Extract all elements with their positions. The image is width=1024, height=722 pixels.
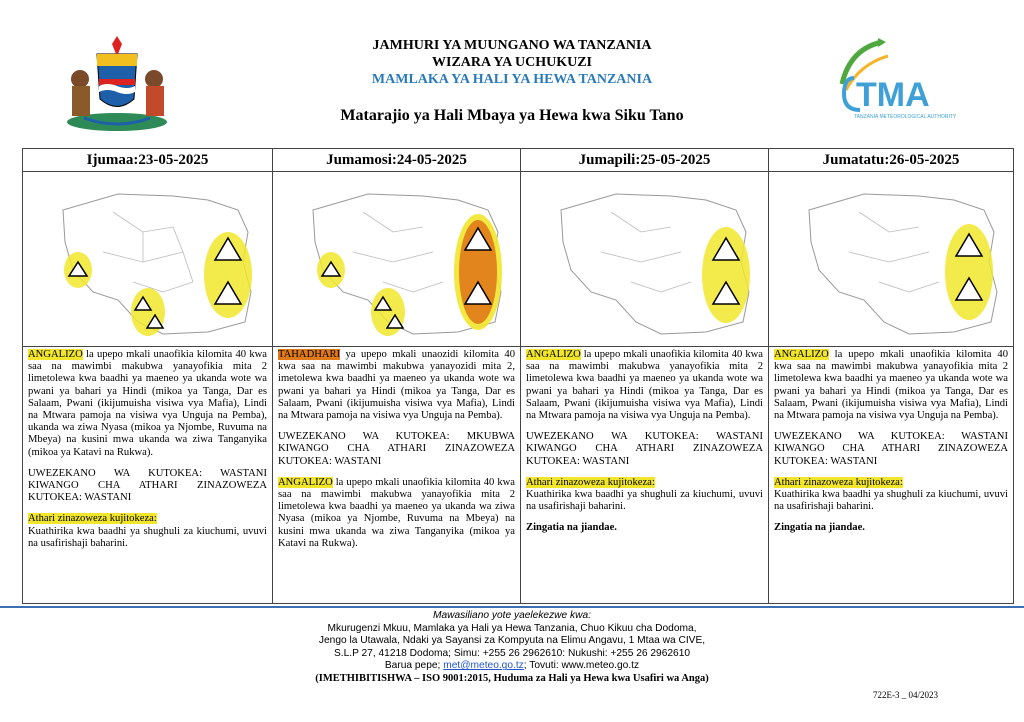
advisory-tag: ANGALIZO xyxy=(526,349,581,360)
tma-logo-subtitle: TANZANIA METEOROLOGICAL AUTHORITY xyxy=(854,114,957,120)
footer-divider xyxy=(0,606,1024,608)
warning-tag: TAHADHARI xyxy=(278,349,341,360)
advisory-text: la upepo mkali unaofikia kilomita 40 kwa saa na mawimbi makubwa yanayofikia mita 2 limetolewa kwa baadhi ya maeneo ya ukanda wote wa pwani ya bahari ya Hindi (mikoa ya Tanga, Dar es Salaam, Pwani (ikijumuisha visiwa vya Mafia), Lindi na Mtwara pamoja na visiwa vya Unguja na Pemba). xyxy=(526,349,763,422)
forecast-text xyxy=(23,347,272,550)
page-title: Matarajio ya Hali Mbaya ya Hewa kwa Siku Tano xyxy=(340,107,684,124)
impacts-tag: Athari zinazoweza kujitokeza: xyxy=(526,476,655,488)
address-line: S.L.P 27, 41218 Dodoma; Simu: +255 26 2962610: Nukushi: +255 26 2962610 xyxy=(333,647,691,659)
prepare-note: Zingatia na jiandae. xyxy=(774,522,865,534)
likelihood-impact: UWEZEKANO WA KUTOKEA: WASTANI KIWANGO CHA ATHARI ZINAZOWEZA KUTOKEA: WASTANI xyxy=(774,431,1008,467)
tanzania-map xyxy=(273,172,520,347)
document-code: 722E-3 _ 04/2023 xyxy=(873,690,938,700)
forecast-text xyxy=(521,347,768,535)
advisory-tag: ANGALIZO xyxy=(774,349,829,360)
likelihood-impact: UWEZEKANO WA KUTOKEA: MKUBWA KIWANGO CHA ATHARI ZINAZOWEZA KUTOKEA: WASTANI xyxy=(278,431,515,467)
address-line: Jengo la Utawala, Ndaki ya Sayansi za Kompyuta na Elimu Angavu, 1 Mtaa wa CIVE, xyxy=(318,635,706,647)
forecast-text xyxy=(273,347,520,550)
impacts-text: Kuathirika kwa baadhi ya shughuli za kiuchumi, uvuvi na usafirishaji baharini. xyxy=(28,525,267,549)
email-link[interactable]: met@meteo.go.tz xyxy=(443,660,524,672)
advisory-text: la upepo mkali unaofikia kilomita 40 kwa saa na mawimbi makubwa yanayofikia mita 2 limetolewa kwa baadhi ya maeneo ya ukanda wa ziwa Nyasa (mikoa ya Njombe, Ruvuma na Mbeya) na kusini mwa ukanda wa ziwa Tanganyika (mikoa ya Katavi na Rukwa). xyxy=(278,476,515,549)
email-label: Barua pepe; xyxy=(384,660,444,672)
iso-certification: (IMETHIBITISHWA – ISO 9001:2015, Huduma za Hali ya Hewa kwa Usafiri wa Anga) xyxy=(315,672,709,684)
likelihood-impact: UWEZEKANO WA KUTOKEA: WASTANI KIWANGO CHA ATHARI ZINAZOWEZA KUTOKEA: WASTANI xyxy=(28,467,267,504)
day-column xyxy=(521,149,769,603)
prepare-note: Zingatia na jiandae. xyxy=(526,522,617,534)
tanzania-map xyxy=(769,172,1013,347)
day-column xyxy=(273,149,521,603)
impacts-tag: Athari zinazoweza kujitokeza: xyxy=(774,476,903,488)
tanzania-map xyxy=(23,172,272,347)
contact-intro: Mawasiliano yote yaelekezwe kwa: xyxy=(433,610,591,621)
tma-logo-text: TMA xyxy=(856,76,930,114)
forecast-table xyxy=(22,148,1014,604)
ministry-name: WIZARA YA UCHUKUZI xyxy=(432,55,592,70)
advisory-text: la upepo mkali unaofikia kilomita 40 kwa saa na mawimbi makubwa yanayofikia mita 2 limetolewa kwa baadhi ya maeneo ya ukanda wote wa pwani ya bahari ya Hindi (mikoa ya Tanga, Dar es Salaam, Pwani (ikijumuisha visiwa vya Mafia), Lindi na Mtwara pamoja na visiwa vya Unguja na Pemba). xyxy=(774,349,1008,422)
impacts-tag: Athari zinazoweza kujitokeza: xyxy=(28,513,157,525)
advisory-tag: ANGALIZO xyxy=(278,476,333,488)
letterhead xyxy=(0,0,1024,145)
impacts-text: Kuathirika kwa baadhi ya shughuli za kiuchumi, uvuvi na usafirishaji baharini. xyxy=(526,489,763,513)
day-date: Jumamosi:24-05-2025 xyxy=(273,149,520,172)
day-date: Jumapili:25-05-2025 xyxy=(521,149,768,172)
impacts-text: Kuathirika kwa baadhi ya shughuli za kiuchumi, uvuvi na usafirishaji baharini. xyxy=(774,489,1008,513)
tanzania-map xyxy=(521,172,768,347)
likelihood-impact: UWEZEKANO WA KUTOKEA: WASTANI KIWANGO CHA ATHARI ZINAZOWEZA KUTOKEA: WASTANI xyxy=(526,431,763,467)
tma-logo xyxy=(820,34,960,124)
forecast-text xyxy=(769,347,1013,535)
day-date: Ijumaa:23-05-2025 xyxy=(23,149,272,172)
day-column xyxy=(769,149,1013,603)
contact-line xyxy=(0,660,1024,673)
advisory-text: la upepo mkali unaofikia kilomita 40 kwa saa na mawimbi makubwa yanayofikia mita 2 limetolewa kwa baadhi ya maeneo ya ukanda wote wa pwani ya bahari ya Hindi (mikoa ya Tanga, Dar es Salaam, Pwani (ikijumuisha visiwa vya Mafia), Lindi na Mtwara pamoja na visiwa vya Unguja na Pemba), ukanda wa ziwa Nyasa (mikoa ya Njombe, Ruvuma na Mbeya) na kusini mwa ukanda wa ziwa Tanganyika (mikoa ya Katavi na Rukwa). xyxy=(28,349,267,458)
warning-text: ya upepo mkali unaozidi kilomita 40 kwa saa na mawimbi makubwa yanayozidi mita 2, imetolewa kwa baadhi ya maeneo ya ukanda wote wa pwani ya bahari ya Hindi (mikoa ya Tanga, Dar es Salaam, Pwani (ikijumuisha visiwa vya Mafia), Lindi na Mtwara pamoja na visiwa vya Unguja na Pemba). xyxy=(278,349,515,422)
day-date: Jumatatu:26-05-2025 xyxy=(769,149,1013,172)
footer xyxy=(0,610,1024,686)
republic-name: JAMHURI YA MUUNGANO WA TANZANIA xyxy=(372,38,652,53)
day-column xyxy=(23,149,273,603)
website-text: ; Tovuti: www.meteo.go.tz xyxy=(523,660,640,672)
authority-name: MAMLAKA YA HALI YA HEWA TANZANIA xyxy=(371,72,653,87)
advisory-tag: ANGALIZO xyxy=(28,349,83,360)
address-line: Mkurugenzi Mkuu, Mamlaka ya Hali ya Hewa Tanzania, Chuo Kikuu cha Dodoma, xyxy=(327,622,697,634)
